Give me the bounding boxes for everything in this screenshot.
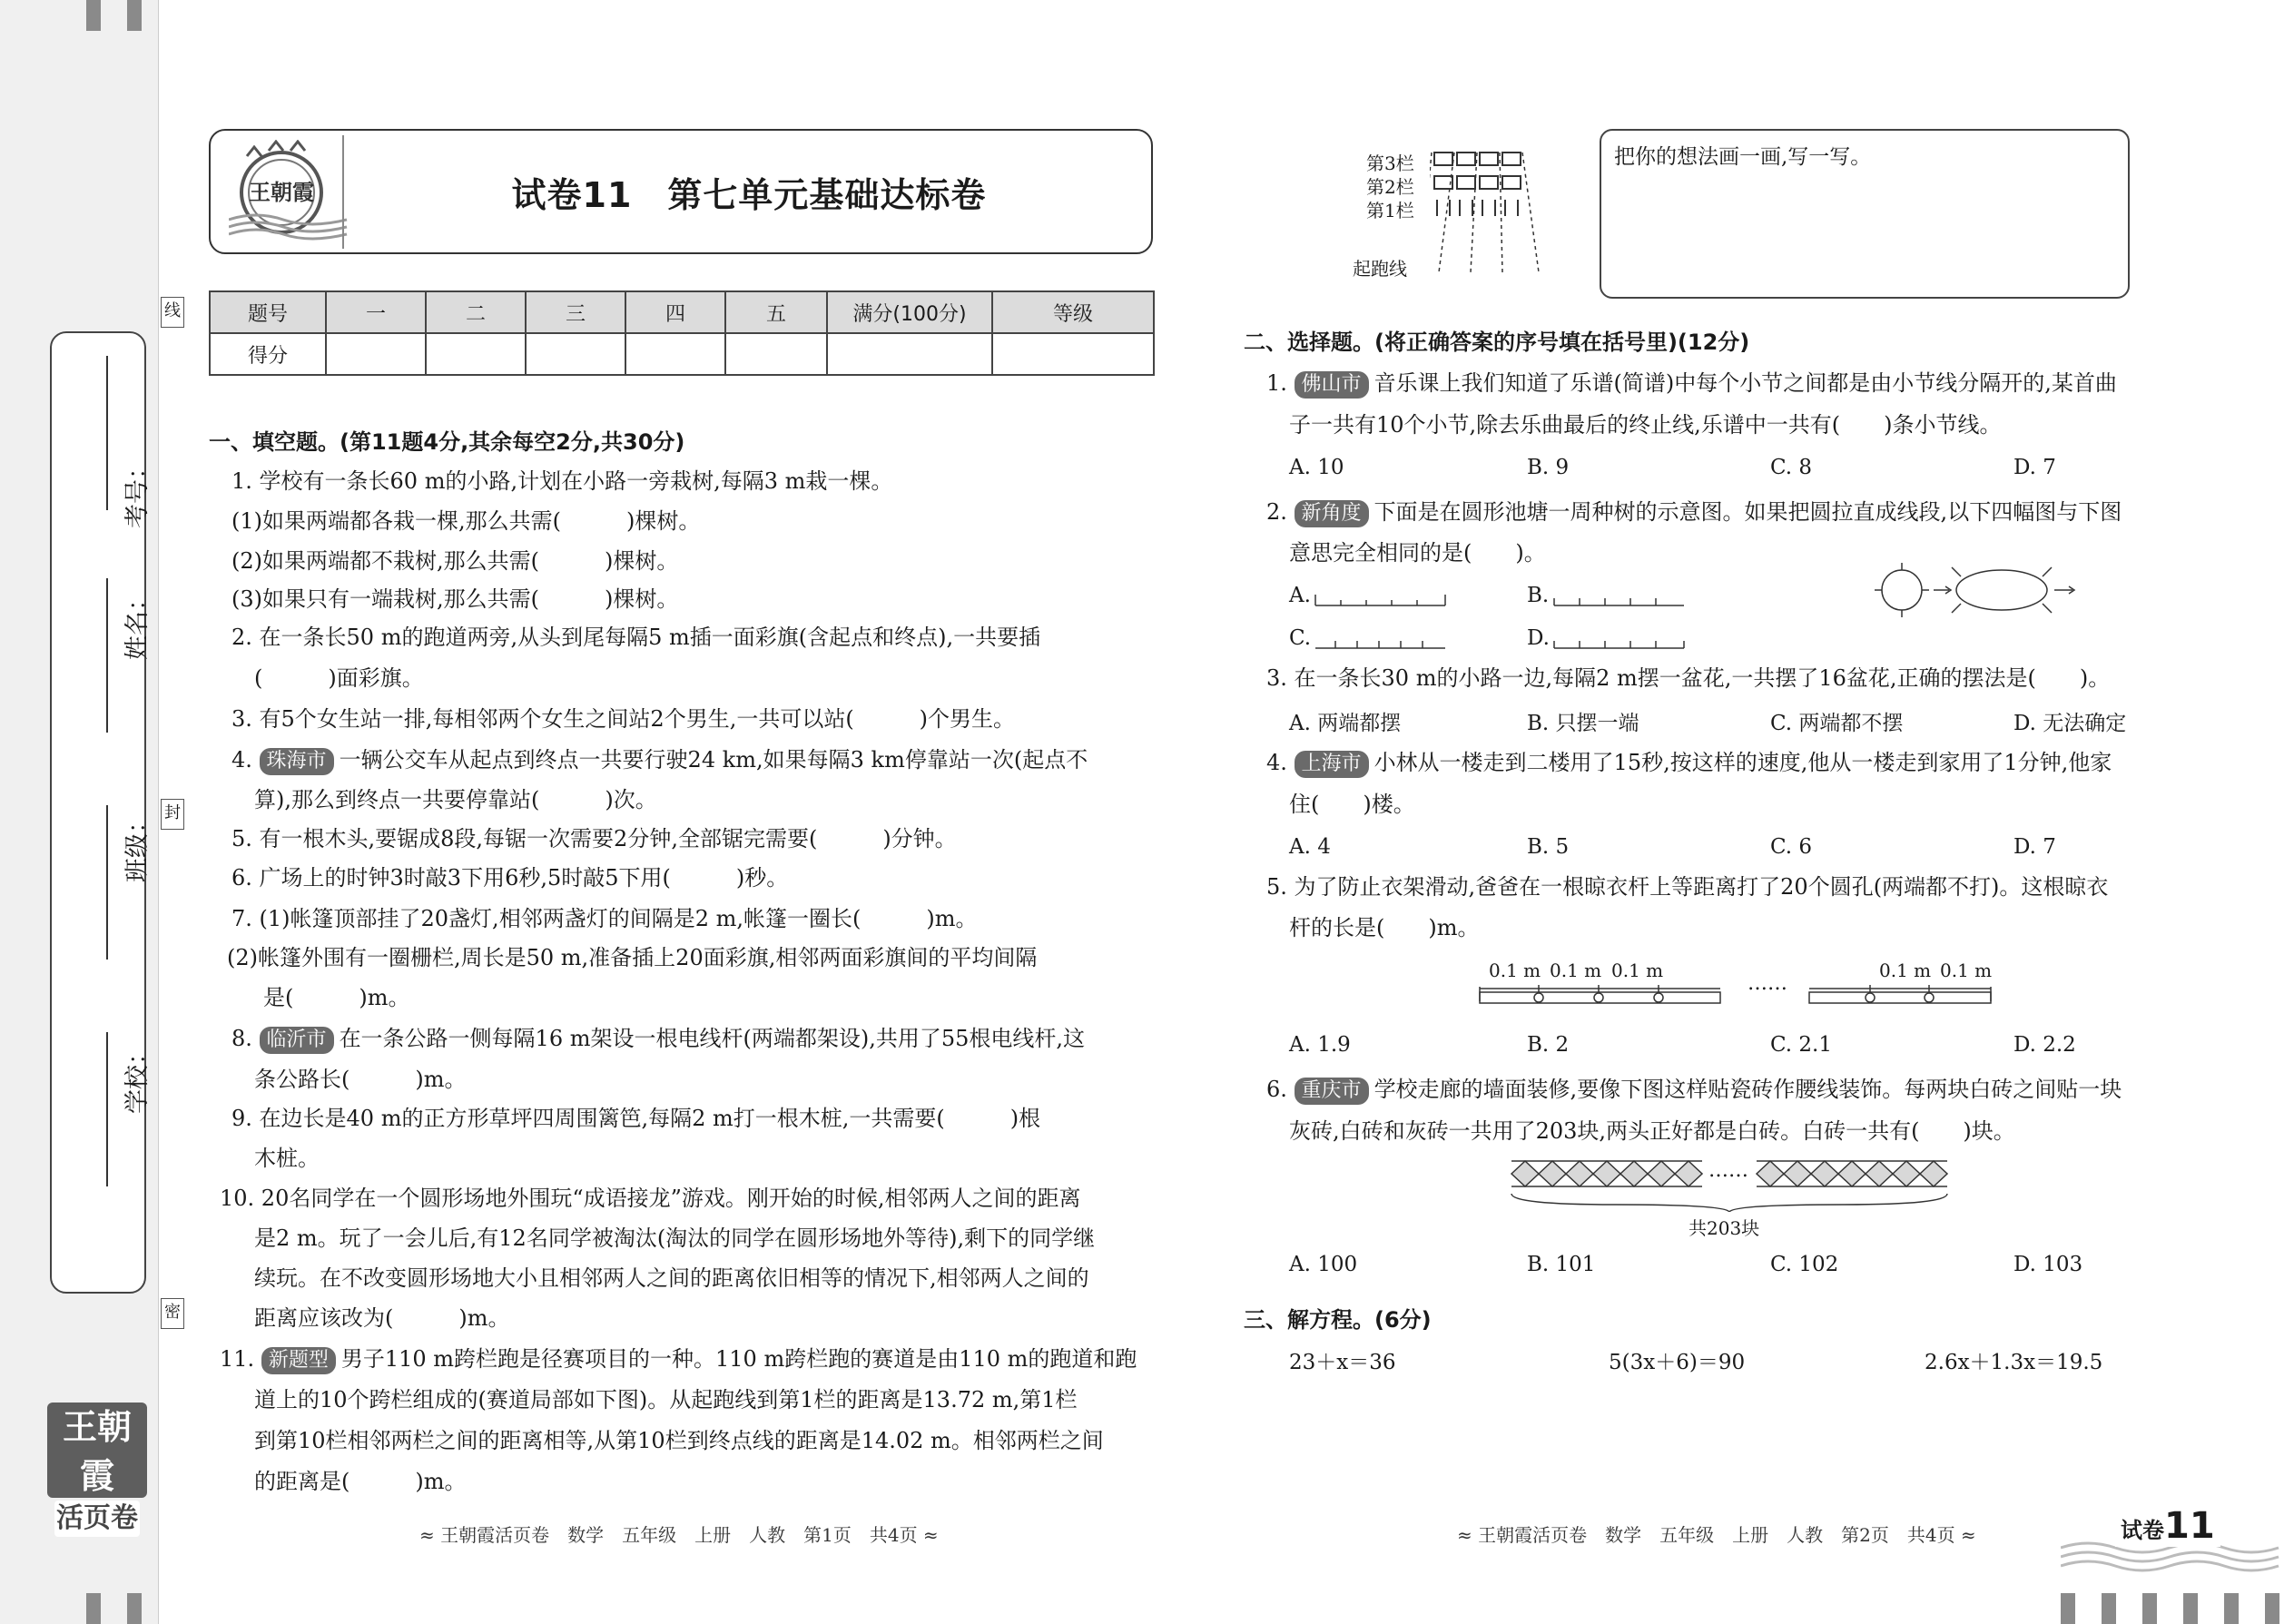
score-header-cell: 等级 [992, 291, 1154, 333]
s2-q3-option-b[interactable]: B. 只摆一端 [1527, 712, 1639, 735]
hurdle-label-3: 第3栏 [1366, 153, 1414, 174]
score-header-cell: 二 [426, 291, 526, 333]
gap-label: 0.1 m [1611, 960, 1664, 981]
s2-q1-line2: 子一共有10个小节,除去乐曲最后的终止线,乐谱中一共有( )条小节线。 [1289, 412, 2002, 438]
bottom-bar-mark [2183, 1593, 2198, 1624]
think-box[interactable] [1600, 129, 2130, 299]
s2-q6-option-c[interactable]: C. 102 [1770, 1253, 1839, 1276]
q10-line3: 续玩。在不改变圆形场地大小且相邻两人之间的距离依旧相等的情况下,相邻两人之间的 [254, 1265, 1089, 1291]
bottom-bar-mark [2102, 1593, 2116, 1624]
s2-q4-option-d[interactable]: D. 7 [2013, 835, 2056, 859]
q1-line: 1. 学校有一条长60 m的小路,计划在小路一旁栽树,每隔3 m栽一棵。 [231, 468, 893, 494]
q5-line: 5. 有一根木头,要锯成8段,每锯一次需要2分钟,全部锯完需要( )分钟。 [231, 826, 957, 851]
s2-q2-option-c[interactable]: C. [1289, 626, 1312, 650]
score-header-row [210, 291, 1154, 333]
score-header-cell: 题号 [210, 291, 326, 333]
tile-total: 共203块 [1689, 1217, 1760, 1239]
paper-label: 试卷 [2121, 1518, 2164, 1543]
s2-q1-option-c[interactable]: C. 8 [1770, 456, 1813, 479]
clothes-pole-diagram [1475, 958, 2002, 1021]
name-label: 姓名： [123, 586, 152, 660]
option-d-segment-icon [1552, 628, 1689, 655]
section1-heading: 一、填空题。(第11题4分,其余每空2分,共30分) [209, 429, 685, 455]
q10-line4: 距离应该改为( )m。 [254, 1305, 510, 1331]
s2-q2-text: 下面是在圆形池塘一周种树的示意图。如果把圆拉直成线段,以下四幅图与下图 [1373, 499, 2122, 525]
s2-q1-option-b[interactable]: B. 9 [1527, 456, 1570, 479]
bottom-bar-mark [86, 1593, 101, 1624]
student-info-box [50, 331, 152, 1294]
section3-heading: 三、解方程。(6分) [1244, 1307, 1432, 1333]
s2-q1-line1 [1266, 363, 2117, 403]
q2-line1: 2. 在一条长50 m的跑道两旁,从头到尾每隔5 m插一面彩旗(含起点和终点),一共要插 [231, 625, 1041, 650]
score-header-cell: 四 [625, 291, 725, 333]
score-header-cell: 一 [326, 291, 426, 333]
s2-q1-text: 音乐课上我们知道了乐谱(简谱)中每个小节之间都是由小节线分隔开的,某首曲 [1373, 370, 2117, 396]
pole-icon [1475, 976, 2002, 1021]
seal-char-seal: 封 [161, 799, 184, 830]
s2-q4-option-b[interactable]: B. 5 [1527, 835, 1570, 859]
score-cell[interactable] [625, 333, 725, 375]
q1-sub3: (3)如果只有一端栽树,那么共需( )棵树。 [231, 586, 679, 612]
brand-top: 王朝霞 [62, 1407, 132, 1496]
q4-text: 一辆公交车从起点到终点一共要行驶24 km,如果每隔3 km停靠站一次(起点不 [339, 747, 1088, 773]
pond-diagram-icon [1866, 558, 2102, 622]
q11-line3: 到第10栏相邻两栏之间的距离相等,从第10栏到终点线的距离是14.02 m。相邻两栏之间 [254, 1428, 1104, 1453]
gap-label: 0.1 m [1940, 960, 1993, 981]
s2-q1-num: 1. [1266, 370, 1287, 396]
q1-sub2: (2)如果两端都不栽树,那么共需( )棵树。 [231, 548, 679, 574]
s2-q3-option-a[interactable]: A. 两端都摆 [1289, 712, 1402, 735]
q3-line: 3. 有5个女生站一排,每相邻两个女生之间站2个男生,一共可以站( )个男生。 [231, 706, 1016, 732]
s2-q3-option-d[interactable]: D. 无法确定 [2013, 712, 2127, 735]
score-cell[interactable] [725, 333, 827, 375]
svg-text:王朝霞: 王朝霞 [249, 180, 314, 205]
gap-label: 0.1 m [1550, 960, 1602, 981]
q7-line2: (2)帐篷外围有一圈栅栏,周长是50 m,准备插上20面彩旗,相邻两面彩旗间的平均间隔 [227, 945, 1038, 970]
q11-line4: 的距离是( )m。 [254, 1469, 467, 1494]
s2-q5-line2: 杆的长是( )m。 [1289, 915, 1480, 940]
q2-line2: ( )面彩旗。 [254, 665, 424, 691]
option-a-segment-icon [1314, 586, 1450, 613]
s2-q5-option-a[interactable]: A. 1.9 [1289, 1033, 1351, 1057]
page-title: 试卷11 第七单元基础达标卷 [511, 175, 987, 215]
s2-q6-option-d[interactable]: D. 103 [2013, 1253, 2083, 1276]
score-row-label: 得分 [210, 333, 326, 375]
s2-q2-option-d[interactable]: D. [1527, 626, 1550, 650]
seal-char-line: 线 [161, 297, 184, 328]
s2-q4-option-a[interactable]: A. 4 [1289, 835, 1331, 859]
school-line [106, 1032, 108, 1186]
s2-q6-line2: 灰砖,白砖和灰砖一共用了203块,两头正好都是白砖。白砖一共有( )块。 [1289, 1118, 2015, 1144]
q10-line1: 10. 20名同学在一个圆形场地外围玩“成语接龙”游戏。刚开始的时候,相邻两人之间的距离 [220, 1186, 1081, 1211]
q9-line1: 9. 在边长是40 m的正方形草坪四周围篱笆,每隔2 m打一根木桩,一共需要( )根 [231, 1106, 1041, 1131]
bottom-bar-mark [2061, 1593, 2075, 1624]
think-box-prompt: 把你的想法画一画,写一写。 [1614, 145, 1872, 169]
score-header-cell: 满分(100分) [827, 291, 992, 333]
exam-number-label: 考号： [123, 455, 152, 528]
s2-q3-line1: 3. 在一条长30 m的小路一边,每隔2 m摆一盆花,一共摆了16盆花,正确的摆法是( )。 [1266, 665, 2111, 691]
q4-line2: 算),那么到终点一共要停靠站( )次。 [254, 787, 657, 812]
new-angle-tag: 新角度 [1295, 500, 1369, 527]
region-tag: 重庆市 [1295, 1078, 1369, 1105]
q4-num: 4. [231, 747, 252, 773]
paper-badge [2115, 1505, 2220, 1547]
seal-char-secret: 密 [161, 1298, 184, 1329]
q9-line2: 木桩。 [254, 1146, 320, 1171]
bottom-bar-mark [2142, 1593, 2157, 1624]
q8-text: 在一条公路一侧每隔16 m架设一根电线杆(两端都架设),共用了55根电线杆,这 [339, 1026, 1086, 1051]
s2-q5-option-c[interactable]: C. 2.1 [1770, 1033, 1832, 1057]
name-line [106, 578, 108, 733]
ellipsis: …… [1708, 1159, 1748, 1182]
score-cell[interactable] [526, 333, 625, 375]
q11-line2: 道上的10个跨栏组成的(赛道局部如下图)。从起跑线到第1栏的距离是13.72 m,第1栏 [254, 1387, 1078, 1412]
s2-q3-option-c[interactable]: C. 两端都不摆 [1770, 712, 1904, 735]
s2-q2-option-b[interactable]: B. [1527, 584, 1550, 607]
s2-q4-line2: 住( )楼。 [1289, 792, 1415, 817]
region-tag: 珠海市 [260, 748, 334, 775]
q7-line3: 是( )m。 [263, 985, 410, 1010]
gap-label: 0.1 m [1489, 960, 1541, 981]
region-tag: 临沂市 [260, 1027, 334, 1054]
equation-2: 5(3x＋6)＝90 [1609, 1351, 1746, 1374]
q6-line: 6. 广场上的时钟3时敲3下用6秒,5时敲5下用( )秒。 [231, 865, 789, 891]
s2-q2-line2: 意思完全相同的是( )。 [1289, 540, 1546, 566]
brand-logo [47, 1403, 147, 1534]
equation-1: 23＋x＝36 [1289, 1351, 1396, 1374]
s2-q6-option-b[interactable]: B. 101 [1527, 1253, 1596, 1276]
q7-line1: 7. (1)帐篷顶部挂了20盏灯,相邻两盏灯的间隔是2 m,帐篷一圈长( )m。 [231, 906, 978, 931]
s2-q1-option-a[interactable]: A. 10 [1289, 456, 1344, 479]
gap-label: 0.1 m [1879, 960, 1932, 981]
s2-q5-line1: 5. 为了防止衣架滑动,爸爸在一根晾衣杆上等距离打了20个圆孔(两端都不打)。这根晾衣 [1266, 874, 2109, 900]
start-line-label: 起跑线 [1353, 258, 1407, 280]
top-bar-mark [127, 0, 142, 31]
ellipsis: …… [1748, 972, 1787, 995]
q10-line2: 是2 m。玩了一会儿后,有12名同学被淘汰(淘汰的同学在圆形场地外等待),剩下的同学继 [254, 1225, 1096, 1251]
top-bar-mark [86, 0, 101, 31]
option-b-segment-icon [1552, 586, 1689, 613]
hurdle-figure [1353, 136, 1570, 290]
q1-sub1: (1)如果两端都各栽一棵,那么共需( )棵树。 [231, 508, 701, 534]
score-header-cell: 三 [526, 291, 625, 333]
hurdle-label-2: 第2栏 [1366, 176, 1414, 198]
binding-strip [0, 0, 181, 1624]
s2-q2-line1 [1266, 492, 2122, 532]
hurdle-label-1: 第1栏 [1366, 200, 1414, 221]
q11-num: 11. [220, 1346, 255, 1372]
q11-text: 男子110 m跨栏跑是径赛项目的一种。110 m跨栏跑的赛道是由110 m的跑道和跑 [340, 1346, 1137, 1372]
footer-right: ≈ 王朝霞活页卷 数学 五年级 上册 人教 第2页 共4页 ≈ [1457, 1524, 1976, 1546]
s2-q4-option-c[interactable]: C. 6 [1770, 835, 1813, 859]
s2-q5-option-b[interactable]: B. 2 [1527, 1033, 1570, 1057]
score-cell[interactable] [426, 333, 526, 375]
school-label: 学校： [123, 1040, 152, 1114]
bottom-bar-mark [2224, 1593, 2239, 1624]
new-type-tag: 新题型 [261, 1347, 336, 1374]
s2-q6-num: 6. [1266, 1077, 1287, 1102]
s2-q2-num: 2. [1266, 499, 1287, 525]
score-cell[interactable] [992, 333, 1154, 375]
tile-diagram [1507, 1157, 1952, 1244]
region-tag: 上海市 [1295, 751, 1369, 778]
option-c-segment-icon [1314, 628, 1450, 655]
section2-heading: 二、选择题。(将正确答案的序号填在括号里)(12分) [1244, 330, 1750, 355]
class-label: 班级： [123, 809, 152, 882]
s2-q2-option-a[interactable]: A. [1289, 584, 1311, 607]
bottom-bar-mark [127, 1593, 142, 1624]
publisher-seal-icon [229, 140, 351, 244]
footer-left: ≈ 王朝霞活页卷 数学 五年级 上册 人教 第1页 共4页 ≈ [419, 1524, 939, 1546]
equation-3: 2.6x＋1.3x＝19.5 [1925, 1351, 2103, 1374]
paper-number: 11 [2164, 1505, 2215, 1547]
q4-line1 [231, 740, 1088, 780]
title-box [209, 129, 1153, 254]
hurdle-track-icon [1430, 145, 1566, 281]
q11-line1 [220, 1339, 1137, 1379]
s2-q4-num: 4. [1266, 750, 1287, 775]
bottom-bar-mark [2265, 1593, 2279, 1624]
region-tag: 佛山市 [1295, 371, 1369, 399]
s2-q6-option-a[interactable]: A. 100 [1289, 1253, 1358, 1276]
exam-number-line [106, 356, 108, 510]
score-cell[interactable] [326, 333, 426, 375]
s2-q6-text: 学校走廊的墙面装修,要像下图这样贴瓷砖作腰线装饰。每两块白砖之间贴一块 [1373, 1077, 2122, 1102]
q8-line1 [231, 1019, 1085, 1058]
class-line [106, 805, 108, 960]
s2-q1-option-d[interactable]: D. 7 [2013, 456, 2056, 479]
q8-num: 8. [231, 1026, 252, 1051]
s2-q4-text: 小林从一楼走到二楼用了15秒,按这样的速度,他从一楼走到家用了1分钟,他家 [1373, 750, 2112, 775]
score-table [209, 290, 1155, 376]
s2-q6-line1 [1266, 1069, 2122, 1109]
score-header-cell: 五 [725, 291, 827, 333]
brand-bottom: 活页卷 [54, 1501, 140, 1537]
score-input-row [210, 333, 1154, 375]
s2-q4-line1 [1266, 743, 2112, 782]
s2-q5-option-d[interactable]: D. 2.2 [2013, 1033, 2076, 1057]
q8-line2: 条公路长( )m。 [254, 1067, 467, 1092]
score-cell[interactable] [827, 333, 992, 375]
